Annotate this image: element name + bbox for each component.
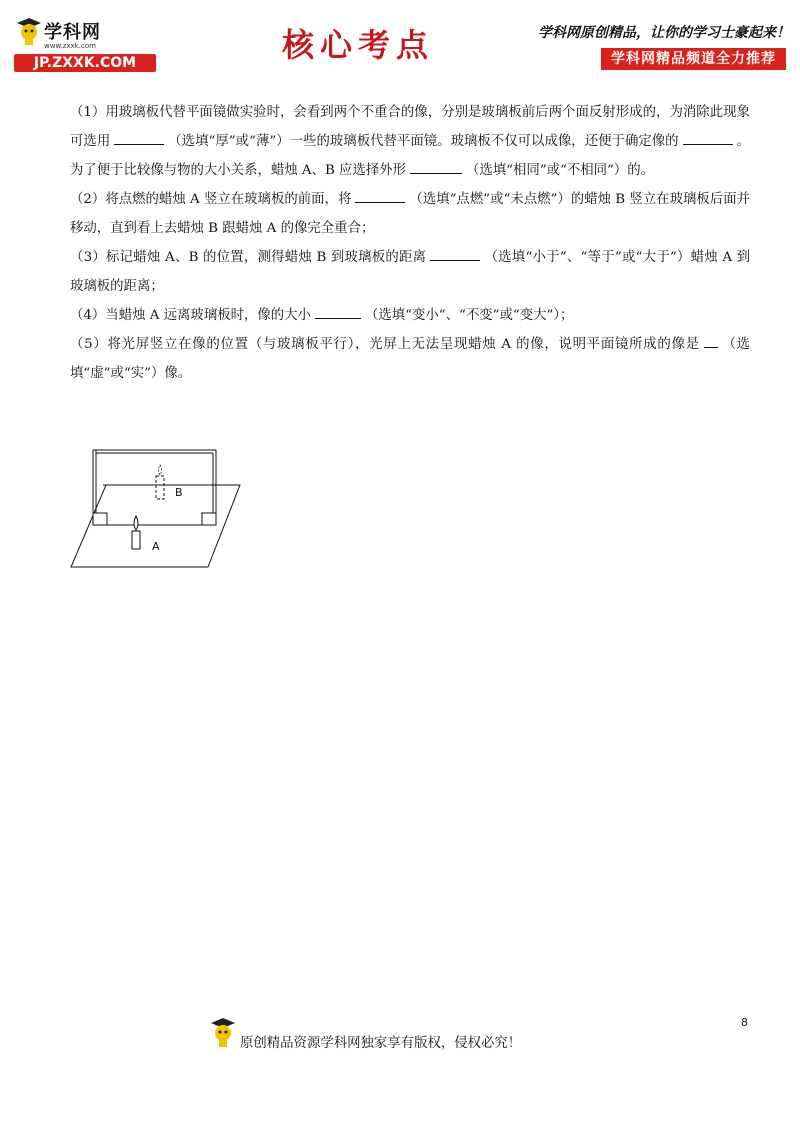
blank-q3-distance[interactable] <box>430 246 480 261</box>
header-slogan: 学科网原创精品，让你的学习士豪起来！ <box>538 25 790 41</box>
question-3 <box>70 243 750 301</box>
candle-b-flame <box>159 465 162 475</box>
mascot-icon <box>210 1016 236 1048</box>
glass-holder-right <box>202 513 216 525</box>
question-2 <box>70 185 750 243</box>
label-a: A <box>152 540 160 553</box>
blank-q1-thickness[interactable] <box>114 130 164 145</box>
candle-a <box>132 531 140 549</box>
q3-text-a: （3）标记蜡烛 A、B 的位置，测得蜡烛 B 到玻璃板的距离 <box>70 250 427 265</box>
experiment-diagram <box>68 440 253 570</box>
q5-text-a: （5）将光屏竖立在像的位置（与玻璃板平行），光屏上无法呈现蜡烛 A 的像，说明平面镜所成的像是 <box>70 337 700 352</box>
question-5 <box>70 330 750 388</box>
mascot-icon <box>16 16 42 46</box>
blank-q4-size[interactable] <box>315 304 361 319</box>
logo-url: www.zxxk.com <box>44 42 96 50</box>
blank-q1-position[interactable] <box>683 130 733 145</box>
candle-a-flame <box>134 516 138 530</box>
logo-name: 学科网 <box>44 22 101 43</box>
q3-text-b: （选填“小于”、“等于”或“大于”）蜡烛 A 到玻璃板的距离； <box>70 250 750 294</box>
q5-text-b: （选填“虚”或“实”）像。 <box>70 337 751 381</box>
question-content <box>70 98 750 388</box>
q2-text-a: （2）将点燃的蜡烛 A 竖立在玻璃板的前面，将 <box>70 192 352 207</box>
q2-text-b: （选填“点燃”或“未点燃”）的蜡烛 B 竖立在玻璃板后面并移动，直到看上去蜡烛 B 跟蜡烛 A 的像完全重合； <box>70 192 750 236</box>
candle-b <box>156 476 164 499</box>
q1-text-b: （选填“厚”或“薄”）一些的玻璃板代替平面镜。玻璃板不仅可以成像，还便于确定像的 <box>168 134 679 149</box>
page-header <box>0 0 800 80</box>
q1-text-d: （选填“相同”或“不相同”）的。 <box>466 163 655 178</box>
site-logo[interactable] <box>14 14 164 74</box>
q4-text-a: （4）当蜡烛 A 远离玻璃板时，像的大小 <box>70 308 311 323</box>
copyright-notice: 原创精品资源学科网独家享有版权，侵权必究！ <box>240 1036 522 1051</box>
q1-text-a: （1）用玻璃板代替平面镜做实验时，会看到两个不重合的像，分别是玻璃板前后两个面反射形成的，为消除此现象可选用 <box>70 105 750 149</box>
glass-holder-left <box>93 513 107 525</box>
blank-q5-image-type[interactable] <box>704 333 718 348</box>
q1-text-c: 。为了便于比较像与物的大小关系，蜡烛 A、B 应选择外形 <box>70 134 751 178</box>
blank-q2-lit[interactable] <box>355 188 405 203</box>
page-footer <box>0 1010 800 1070</box>
question-1 <box>70 98 750 185</box>
blank-q1-shape[interactable] <box>410 159 462 174</box>
label-b: B <box>175 486 183 499</box>
page-number: 8 <box>741 1016 748 1029</box>
question-4 <box>70 301 750 330</box>
channel-banner: 学科网精品频道全力推荐 <box>601 48 786 70</box>
q4-text-b: （选填“变小”、“不变”或“变大”）； <box>364 308 574 323</box>
logo-badge: JP.ZXXK.COM <box>14 54 156 72</box>
page-title: 核心考点 <box>282 26 435 64</box>
